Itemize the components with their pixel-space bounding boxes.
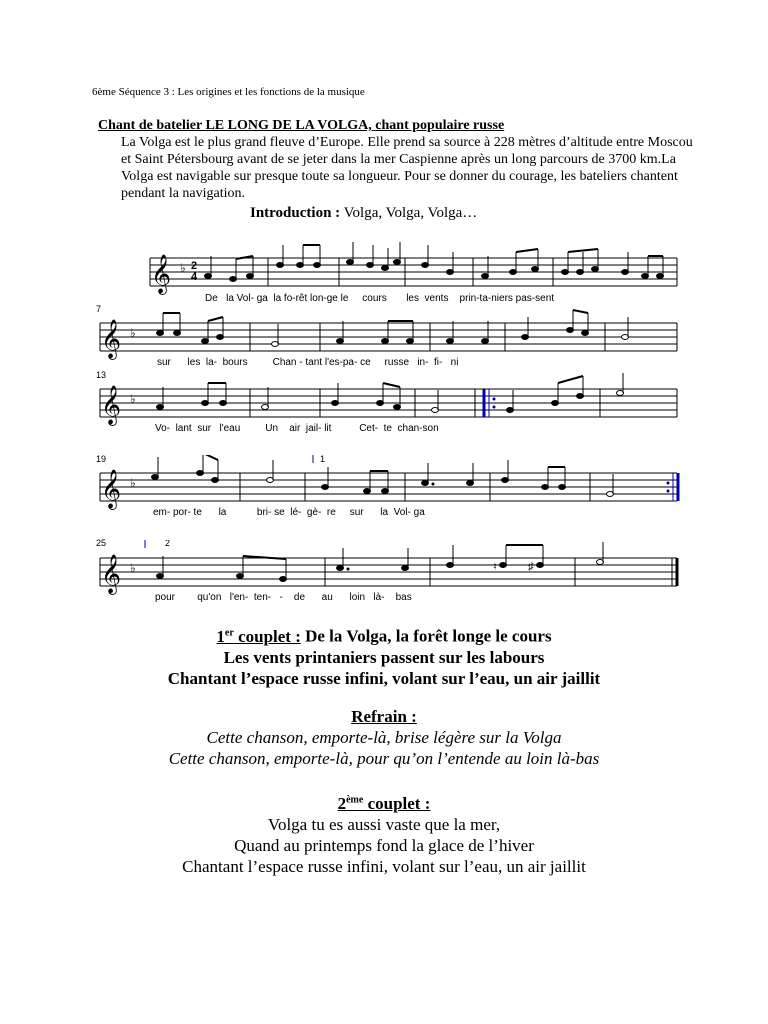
refrain-label: Refrain : (351, 707, 417, 726)
measure-number: 13 (96, 370, 107, 380)
measure-number: 19 (96, 454, 107, 464)
svg-text:♭: ♭ (130, 392, 136, 406)
staff-line-3 (95, 371, 685, 461)
couplet-2-label: 2ème couplet : (337, 793, 431, 813)
lyrics-line-2: sur les la- bours Chan - tant l'es-pa- ce russe in- fi- ni (157, 357, 459, 368)
svg-text:𝄞: 𝄞 (101, 554, 122, 594)
measure-number: 7 (96, 304, 102, 314)
svg-text:𝄞: 𝄞 (101, 469, 122, 509)
couplet-1-line: Les vents printaniers passent sur les labours (223, 647, 545, 667)
lyrics-line-4: em- por- te la bri- se lé- gè- re sur la Vol- ga (153, 507, 425, 518)
svg-text:♮: ♮ (493, 561, 497, 573)
svg-text:♯: ♯ (528, 561, 534, 573)
staff-line-4 (95, 455, 685, 545)
volta-1-label: 1 (320, 455, 326, 464)
couplet-1-line: De la Volga, la forêt longe le cours (305, 626, 552, 646)
couplet-2 (0, 789, 768, 877)
refrain-line: Cette chanson, emporte-là, brise légère sur la Volga (206, 728, 562, 747)
svg-text:𝄞: 𝄞 (101, 385, 122, 425)
svg-text:2: 2 (191, 260, 198, 272)
lyrics-line-5: pour qu'on l'en- ten- - de au loin là- bas (155, 592, 412, 603)
intro-heading-label: Introduction : (250, 205, 341, 221)
intro-heading (250, 205, 477, 222)
volta-2-label: 2 (165, 540, 171, 548)
lyrics-line-3: Vo- lant sur l'eau Un air jail- lit Cet- te chan-son (155, 423, 439, 434)
couplet-1-line: Chantant l’espace russe infini, volant sur l’eau, un air jaillit (167, 668, 601, 688)
couplet-2-line: Quand au printemps fond la glace de l’hiver (234, 835, 534, 855)
svg-text:𝄞: 𝄞 (151, 254, 172, 294)
svg-text:𝄞: 𝄞 (101, 319, 122, 359)
svg-text:♭: ♭ (130, 561, 136, 575)
lyrics-line-1: De la Vol- ga la fo-rêt lon-ge le cours les vents prin-ta-niers pas-sent (205, 293, 555, 304)
svg-text:♭: ♭ (180, 261, 186, 275)
measure-number: 25 (96, 538, 107, 548)
song-title: Chant de batelier LE LONG DE LA VOLGA, chant populaire russe (98, 118, 505, 133)
svg-text:4: 4 (191, 271, 198, 283)
svg-text:♭: ♭ (130, 326, 136, 340)
couplet-2-line: Volga tu es aussi vaste que la mer, (267, 814, 501, 834)
refrain-line: Cette chanson, emporte-là, pour qu’on l’entende au loin là-bas (168, 749, 600, 768)
staff-line-5 (95, 540, 685, 630)
svg-text:♭: ♭ (130, 476, 136, 490)
refrain (0, 706, 768, 769)
couplet-2-line: Chantant l’espace russe infini, volant sur l’eau, un air jaillit (182, 856, 586, 876)
intro-paragraph: La Volga est le plus grand fleuve d’Europe. Elle prend sa source à 228 mètres d’altitude entre Moscou et Saint Pétersbourg avant de se jeter dans la mer Caspienne après un long parcours de 3700 km.La Volga est navigable sur presque toute sa longueur. Pour se donner du courage, les bateliers chantent pendant la navigation. (121, 135, 693, 201)
couplet-1-label: 1er couplet : (216, 626, 301, 646)
page-header: 6ème Séquence 3 : Les origines et les fonctions de la musique (92, 86, 365, 98)
couplet-1 (0, 622, 768, 689)
intro-heading-text: Volga, Volga, Volga… (343, 205, 478, 221)
